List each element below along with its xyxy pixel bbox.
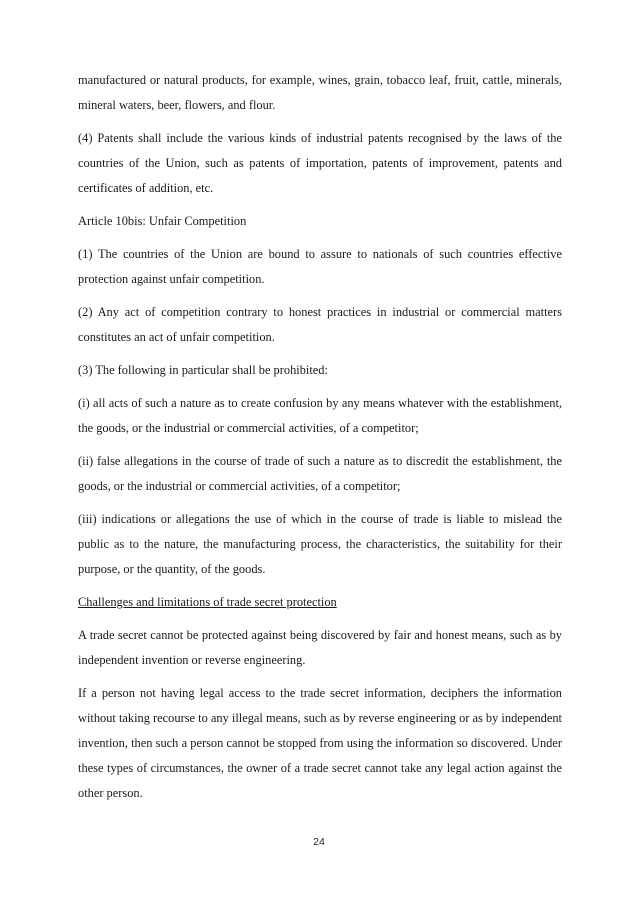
paragraph-reverse-engineering: If a person not having legal access to the trade secret information, deciphers the information without taking recourse to any illegal means, such as by reverse engineering or as by independent invention, then such a person cannot be stopped from using the information so discovered. Under these types of circumstances, the owner of a trade secret cannot take any legal action against the other person. bbox=[78, 686, 562, 800]
paragraph-unfair-1: (1) The countries of the Union are bound to assure to nationals of such countries effective protection against unfair competition. bbox=[78, 247, 562, 286]
page-body bbox=[78, 68, 562, 814]
paragraph-item-ii: (ii) false allegations in the course of trade of such a nature as to discredit the establishment, the goods, or the industrial or commercial activities, of a competitor; bbox=[78, 454, 562, 493]
article-10bis-heading: Article 10bis: Unfair Competition bbox=[78, 214, 247, 228]
paragraph-item-i: (i) all acts of such a nature as to create confusion by any means whatever with the establishment, the goods, or the industrial or commercial activities, of a competitor; bbox=[78, 396, 562, 435]
paragraph-item-iii: (iii) indications or allegations the use of which in the course of trade is liable to mislead the public as to the nature, the manufacturing process, the characteristics, the suitability for their purpose, or the quantity, of the goods. bbox=[78, 512, 562, 576]
section-heading-challenges: Challenges and limitations of trade secret protection bbox=[78, 595, 337, 609]
page-number: 24 bbox=[313, 836, 325, 848]
paragraph-patents-4: (4) Patents shall include the various kinds of industrial patents recognised by the laws of the countries of the Union, such as patents of importation, patents of improvement, patents and certificates of addition, etc. bbox=[78, 131, 562, 195]
paragraph-unfair-3: (3) The following in particular shall be prohibited: bbox=[78, 363, 328, 377]
paragraph-trade-secret-discovery: A trade secret cannot be protected against being discovered by fair and honest means, such as by independent invention or reverse engineering. bbox=[78, 628, 562, 667]
paragraph-unfair-2: (2) Any act of competition contrary to honest practices in industrial or commercial matters constitutes an act of unfair competition. bbox=[78, 305, 562, 344]
paragraph-products-continued: manufactured or natural products, for example, wines, grain, tobacco leaf, fruit, cattle, minerals, mineral waters, beer, flowers, and flour. bbox=[78, 73, 562, 112]
